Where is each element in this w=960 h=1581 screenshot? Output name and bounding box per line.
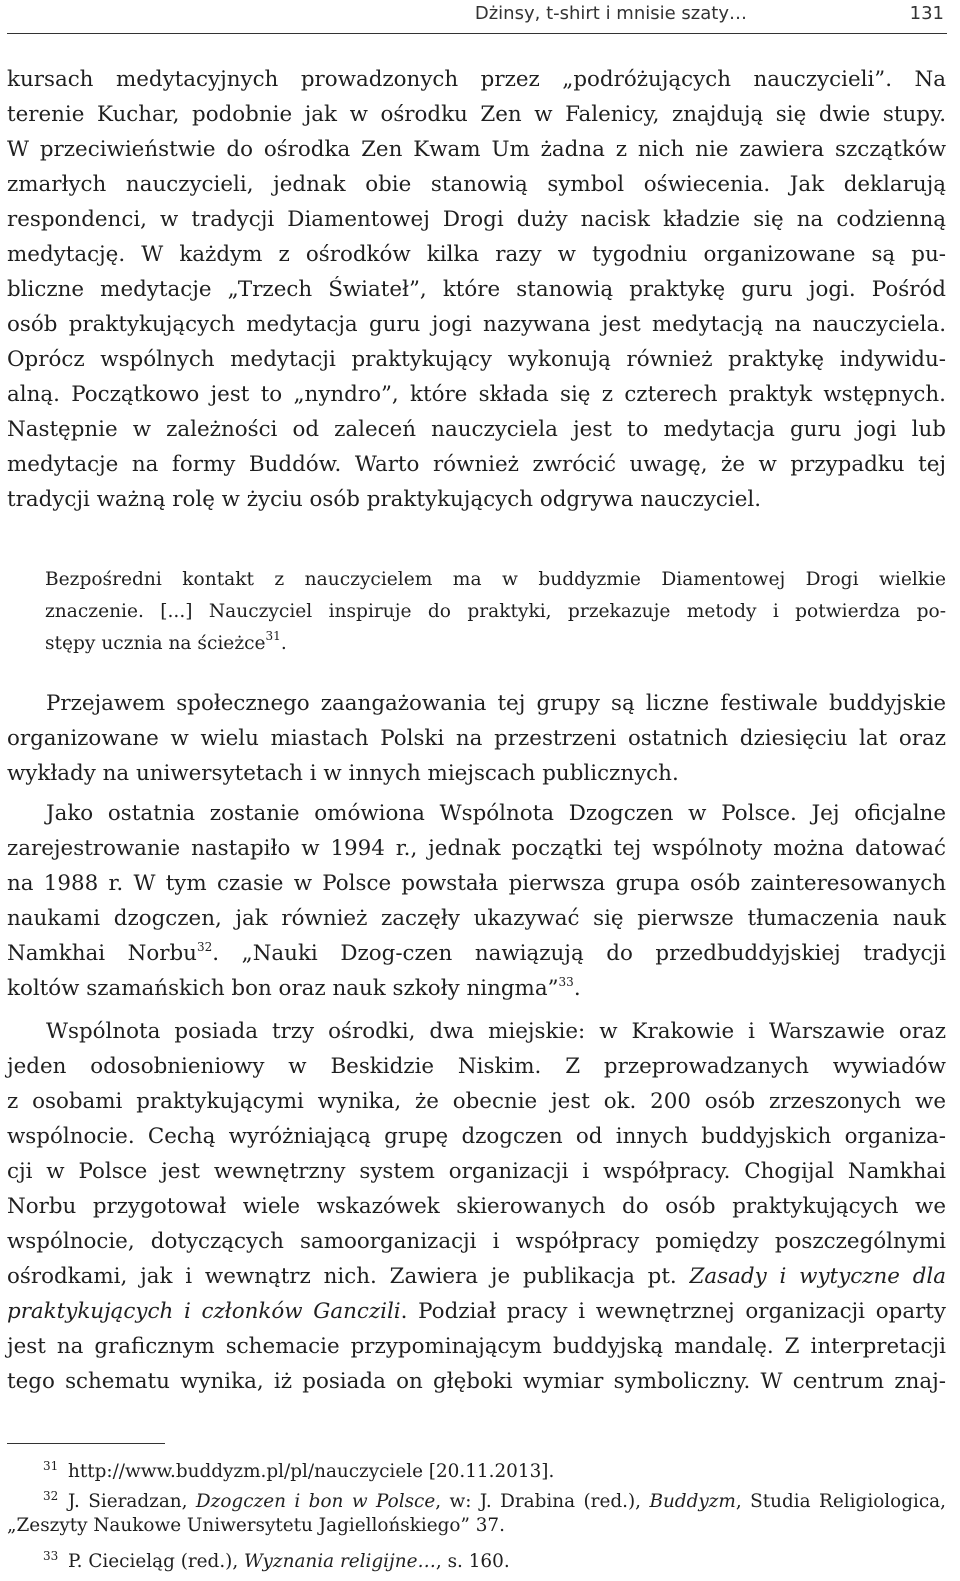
text-line: alną. Początkowo jest to „nyndro”, które składa się z czterech praktyk wstępnych. bbox=[7, 382, 946, 407]
text-line: jest na graficznym schemacie przypominającym buddyjską mandalę. Z interpretacji bbox=[7, 1334, 946, 1359]
footnote-33: 33 P. Ciecieląg (red.), Wyznania religijne…, s. 160. bbox=[43, 1549, 510, 1572]
text-line: naukami dzogczen, jak również zaczęły ukazywać się pierwsze tłumaczenia nauk bbox=[7, 906, 946, 931]
text-line: tego schematu wynika, iż posiada on głęboki wymiar symboliczny. W centrum znaj- bbox=[7, 1369, 946, 1394]
text-line: medytacje na formy Buddów. Warto również zwrócić uwagę, że w przypadku tej bbox=[7, 452, 946, 477]
footnote-32-cont: „Zeszyty Naukowe Uniwersytetu Jagiellońskiego” 37. bbox=[7, 1515, 505, 1536]
footnote-32: 32 J. Sieradzan, Dzogczen i bon w Polsce, w: J. Drabina (red.), Buddyzm, Studia Religiologica, bbox=[43, 1489, 946, 1512]
text-line: osób praktykujących medytacja guru jogi nazywana jest medytacją na nauczyciela. bbox=[7, 312, 946, 337]
text-line: kursach medytacyjnych prowadzonych przez „podróżujących nauczycieli”. Na bbox=[7, 67, 946, 92]
text-line: wykłady na uniwersytetach i w innych miejscach publicznych. bbox=[7, 761, 679, 786]
footnote-ref-33[interactable]: 33 bbox=[558, 975, 574, 989]
text-line: respondenci, w tradycji Diamentowej Drogi duży nacisk kładzie się na codzienną bbox=[7, 207, 946, 232]
text-line: organizowane w wielu miastach Polski na przestrzeni ostatnich dziesięciu lat oraz bbox=[7, 726, 946, 751]
paragraph-2 bbox=[7, 686, 946, 791]
text-line: bliczne medytacje „Trzech Świateł”, które stanowią praktykę guru jogi. Pośród bbox=[7, 277, 946, 302]
quote-line: stępy ucznia na ścieżce$^{31}$. bbox=[45, 629, 287, 654]
quote-line: Bezpośredni kontakt z nauczycielem ma w buddyzmie Diamentowej Drogi wielkie bbox=[45, 569, 946, 590]
footnote-separator bbox=[7, 1443, 165, 1444]
paragraph-1 bbox=[7, 62, 946, 517]
running-title: Dżinsy, t-shirt i mnisie szaty… bbox=[474, 3, 747, 24]
text-line: W przeciwieństwie do ośrodka Zen Kwam Um żadna z nich nie zawiera szczątków bbox=[7, 137, 946, 162]
footnote-ref-31[interactable]: 31 bbox=[265, 629, 281, 643]
block-quote bbox=[45, 564, 946, 660]
text-line: wspólnocie. Cechą wyróżniającą grupę dzogczen od innych buddyjskich organiza- bbox=[7, 1124, 946, 1149]
paragraph-3 bbox=[7, 796, 946, 1006]
text-line: wspólnocie, dotyczących samoorganizacji i współpracy pomiędzy poszczególnymi bbox=[7, 1229, 946, 1254]
text-line: Namkhai Norbu$^{32}$. „Nauki Dzog-czen nawiązują do przedbuddyjskiej tradycji bbox=[7, 940, 946, 966]
page-number: 131 bbox=[909, 3, 944, 24]
footnote-link[interactable]: http://www.buddyzm.pl/pl/nauczyciele [20.11.2013]. bbox=[68, 1461, 555, 1482]
running-header bbox=[7, 0, 947, 34]
text-line: tradycji ważną rolę w życiu osób praktykujących odgrywa nauczyciel. bbox=[7, 487, 762, 512]
footnotes bbox=[7, 1451, 946, 1571]
quote-line: znaczenie. [...] Nauczyciel inspiruje do praktyki, przekazuje metody i potwierdza po- bbox=[45, 601, 946, 622]
text-line: z osobami praktykującymi wynika, że obecnie jest ok. 200 osób zrzeszonych we bbox=[7, 1089, 946, 1114]
text-line: zarejestrowanie nastapiło w 1994 r., jednak początki tej wspólnoty można datować bbox=[7, 836, 946, 861]
text-line: Przejawem społecznego zaangażowania tej grupy są liczne festiwale buddyjskie bbox=[46, 691, 946, 716]
text-line: praktykujących i członków Ganczili. Podział pracy i wewnętrznej organizacji oparty bbox=[7, 1299, 946, 1324]
text-line: na 1988 r. W tym czasie w Polsce powstała pierwsza grupa osób zainteresowanych bbox=[7, 871, 946, 896]
text-line: jeden odosobnieniowy w Beskidzie Niskim. Z przeprowadzanych wywiadów bbox=[7, 1054, 946, 1079]
footnote-ref-32[interactable]: 32 bbox=[196, 940, 213, 954]
text-line: cji w Polsce jest wewnętrzny system organizacji i współpracy. Chogijal Namkhai bbox=[7, 1159, 946, 1184]
text-line: medytację. W każdym z ośrodków kilka razy w tygodniu organizowane są pu- bbox=[7, 242, 946, 267]
text-line: terenie Kuchar, podobnie jak w ośrodku Zen w Falenicy, znajdują się dwie stupy. bbox=[7, 102, 946, 127]
text-line: Norbu przygotował wiele wskazówek skierowanych do osób praktykujących we bbox=[7, 1194, 946, 1219]
publication-title: praktykujących i członków Ganczili bbox=[7, 1299, 401, 1324]
text-line: Jako ostatnia zostanie omówiona Wspólnota Dzogczen w Polsce. Jej oficjalne bbox=[46, 801, 946, 826]
text-line: Wspólnota posiada trzy ośrodki, dwa miejskie: w Krakowie i Warszawie oraz bbox=[46, 1019, 946, 1044]
text-line: koltów szamańskich bon oraz nauk szkoły ningma”$^{33}$. bbox=[7, 975, 581, 1001]
text-line: Oprócz wspólnych medytacji praktykujący wykonują również praktykę indywidu- bbox=[7, 347, 946, 372]
publication-title: Zasady i wytyczne dla bbox=[689, 1264, 946, 1289]
text-line: ośrodkami, jak i wewnątrz nich. Zawiera je publikacja pt. Zasady i wytyczne dla bbox=[7, 1264, 946, 1289]
paragraph-4 bbox=[7, 1014, 946, 1399]
text-line: zmarłych nauczycieli, jednak obie stanowią symbol oświecenia. Jak deklarują bbox=[7, 172, 946, 197]
footnote-31: 31 http://www.buddyzm.pl/pl/nauczyciele [20.11.2013]. bbox=[43, 1459, 555, 1482]
text-line: Następnie w zależności od zaleceń nauczyciela jest to medytacja guru jogi lub bbox=[7, 417, 946, 442]
